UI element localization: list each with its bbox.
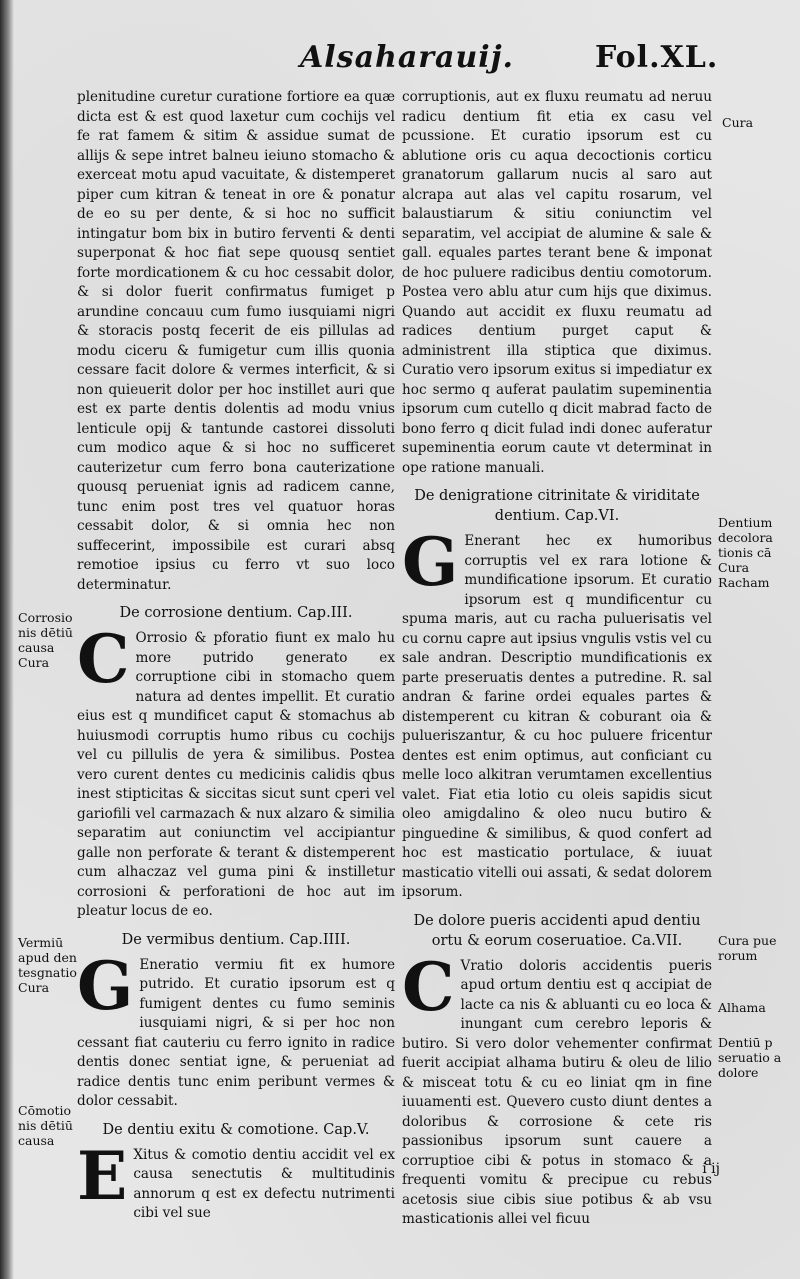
margin-line: tesgnatio — [18, 965, 77, 980]
margin-line: Cura — [718, 560, 750, 575]
margin-note — [722, 115, 753, 130]
margin-line: Corrosio — [18, 610, 73, 625]
margin-line: rorum — [718, 948, 758, 963]
margin-line: Vermiū — [18, 935, 64, 950]
margin-note — [718, 1035, 781, 1080]
margin-note — [718, 933, 776, 963]
paragraph-text: Xitus & comotio dentiu accidit vel ex causa senectutis & multitudinis annorum q est ex defectu nutrimenti cibi vel sue — [133, 1146, 395, 1221]
chapter-heading: De denigratione citrinitate & viriditate dentium. Cap.VI. — [414, 488, 700, 524]
drop-cap: C — [402, 947, 455, 1026]
margin-line: Dentiū p — [718, 1035, 773, 1050]
margin-line: Cura — [722, 115, 754, 130]
margin-note — [18, 935, 77, 995]
margin-line: Cura — [18, 655, 50, 670]
drop-cap: C — [77, 620, 130, 698]
margin-line: Cura — [18, 980, 50, 995]
chapter-heading: De dolore pueris accidenti apud dentiu ortu & eorum coseruatioe. Ca.VII. — [413, 912, 701, 949]
paragraph — [402, 947, 712, 1230]
margin-line: Dentium — [718, 515, 773, 530]
margin-line: tionis cā — [718, 545, 772, 560]
margin-line: causa — [18, 1133, 55, 1148]
margin-line: seruatio a — [718, 1050, 782, 1065]
paragraph-text: Eneratio vermiu fit ex humore putrido. Et curatio ipsorum est q fumigent dentes cu fumo seminis iusquiami nigri, & si per hoc non cessant fiat cauteriu cu ferro ignito in radice dentis donec sentiat igne, & perueniat ad radice dentis tunc enim peribunt vermes & dolor cessabit. — [77, 956, 395, 1109]
left-text-column — [77, 88, 395, 1224]
paragraph: plenitudine curetur curatione fortiore ea quæ dicta est & est quod laxetur cum cochijs vel fe rat famem & sitim & assidue sumat de allijs & sepe intret balneu ieiuno stomacho & exerceat motu apud vacuitate, & distemperet piper cum kitran & teneat in ore & ponatur de eo su per dente, & si hoc no sufficit intingatur bom bix in butiro ferventi & denti superponat & hoc fiat sepe quousq sentiet forte mordicationem & cu hoc cessabit dolor, & si dolor fuerit confirmatus fumiget p arundine concauu cum fumo iusquiami nigri & storacis postq fecerit de eis pillulas ad modu ciceru & fumigetur cum illis quonia cessare facit dolore & vermes interficit, & si non quieuerit dolor per hoc instillet auri que est ex parte dentis dolentis ad modu vnius lenticule opij & tantunde castorei dissoluti cum modico aque & si hoc no sufficeret cauterizetur cum ferro bona cauterizatione quousq perueniat ignis ad radicem canne, tunc enim post tres vel quatuor horas cessabit dolor, & si omnia hec non suffecerint, impossibile est curari absq remotioe ipsius cu ferro vt suo loco determinatur. — [77, 89, 395, 593]
folio-number: Fol.XL. — [595, 40, 719, 75]
margin-line: causa — [18, 640, 55, 655]
margin-line: Cura pue — [718, 933, 777, 948]
margin-line: Alhama — [718, 1000, 766, 1015]
paragraph-text: Vratio doloris accidentis pueris apud ortum dentiu est q accipiat de lacte ca nis & abluanti cu eo loca & inungant cum cerebro leporis & butiro. Si vero dolor vehementer confirmat fuerit accipiat alhama butiru & oleu de lilio & misceat totu & cu eo liniat qm in fine iuuamenti est. Quevero custo diunt dentes a doloribus & corrosione & cete ris passionibus ipsorum sunt cauere a corruptioe cibi & potus in stomaco & a frequenti vomitu & precipue cu rebus acetosis siue cibis siue potibus & ab vsu masticationis allei vel ficuu — [402, 957, 712, 1227]
margin-note — [18, 1103, 73, 1148]
margin-note — [18, 610, 73, 670]
paragraph-text: Enerant hec ex humoribus corruptis vel ex rara lotione & mundificatione ipsorum. Et curatio ipsorum est q mundificentur cu spuma maris, aut cu racha puluerisatis vel cu cornu capre aut ipsius vngulis vstis vel cu sale andran. Descriptio mundificationis ex parte preseruatis dentes a putredine. R. sal andran & farine ordei equales partes & distemperent cu kitran & coburant oia & pulueriszantur, & cu hoc puluere fricentur dentes est enim optimus, aut conficiant cu melle loco alkitran verumtamen excellentius valet. Fiat etia lotio cu oleis sapidis sicut oleo amigdalino & oleo nucu butiro & pinguedine & similibus, & quod confert ad hoc est masticatio portulace, & iuuat masticatio vitelli oui assati, & sedat dolorem ipsorum. — [402, 533, 712, 900]
signature-mark: i ij — [702, 1161, 720, 1177]
chapter-heading: De vermibus dentium. Cap.IIII. — [121, 931, 351, 948]
margin-line: nis dētiū — [18, 625, 73, 640]
margin-line: nis dētiū — [18, 1118, 73, 1133]
margin-line: Cōmotio — [18, 1103, 72, 1118]
margin-line: dolore — [718, 1065, 759, 1080]
right-text-column — [402, 88, 712, 1230]
paragraph — [77, 946, 395, 1112]
margin-line: Racham — [718, 575, 770, 590]
paragraph — [77, 1136, 395, 1224]
paragraph — [77, 620, 395, 922]
margin-line: decolora — [718, 530, 773, 545]
drop-cap: G — [77, 946, 134, 1025]
chapter-heading: De dentiu exitu & comotione. Cap.V. — [102, 1121, 370, 1138]
margin-line: apud den — [18, 950, 77, 965]
binding-shadow — [0, 0, 14, 1279]
paragraph — [402, 523, 712, 903]
chapter-heading: De corrosione dentium. Cap.III. — [119, 605, 353, 621]
running-head: Alsaharauij. — [300, 40, 515, 75]
drop-cap: G — [402, 523, 459, 601]
margin-note — [718, 515, 773, 590]
margin-note — [718, 1000, 766, 1015]
paragraph: corruptionis, aut ex fluxu reumatu ad neruu radicu dentium fit etia ex casu vel pcussione. Et curatio ipsorum est cu ablutione oris cu aqua decoctionis corticu granatorum gallarum nucis al saro aut alcrapa aut alas vel capitu rosarum, vel balaustiarum & sitiu coniunctim vel separatim, vel accipiat de alumine & sale & gall. equales partes terant bene & imponat de hoc puluere radicibus dentiu comotorum. Postea vero ablu atur cum hijs que diximus. Quando aut accidit ex fluxu reumatu ad radices dentium purget caput & administrent illa stiptica que diximus. Curatio vero ipsorum exitus si impediatur ex hoc sermo q auferat paulatim supeminentia ipsorum cum cutello q dicit mabrad facto de bono ferro q dicit fulad indi donec auferatur supeminentia eorum caute vt determinat in ope ratione manuali. — [402, 89, 712, 476]
drop-cap: E — [77, 1136, 128, 1215]
paragraph-text: Orrosio & pforatio fiunt ex malo hu more putrido generato ex corruptione cibi in stomacho quem natura ad dentes impellit. Et curatio eius est q mundificet caput & stomachus ab huiusmodi corruptis humo ribus cu cochijs vel cu pillulis de yera & similibus. Postea vero curent dentes cu medicinis calidis qbus inest stipticitas & siccitas sicut sunt cperi vel gariofili vel carmazach & nux alzaro & similia separatim aut coniunctim vel accipiantur galle non perforate & terant & distemperent cum alhaczaz vel guma pini & instilletur corrosioni & perforationi de hoc aut im pleatur locus de eo. — [77, 630, 395, 919]
